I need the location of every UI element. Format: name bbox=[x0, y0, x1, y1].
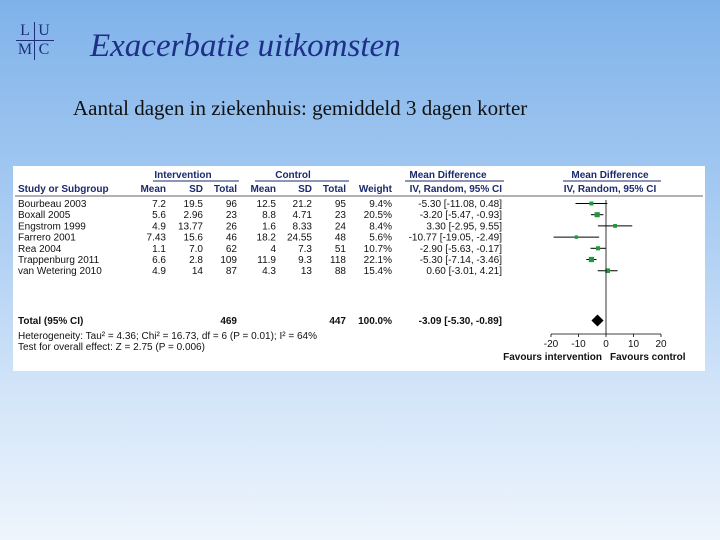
intervention-sd: 19.5 bbox=[183, 199, 203, 210]
slide-title: Exacerbatie uitkomsten bbox=[90, 28, 401, 64]
intervention-total: 62 bbox=[225, 243, 237, 255]
logo-letter: M bbox=[17, 41, 33, 58]
study-name: Trappenburg 2011 bbox=[18, 255, 100, 266]
header-control: Control bbox=[275, 170, 311, 181]
study-ci: -3.20 [-5.47, -0.93] bbox=[419, 210, 502, 222]
column-header: Mean bbox=[140, 184, 166, 195]
study-name: Engstrom 1999 bbox=[18, 221, 86, 233]
control-sd: 24.55 bbox=[286, 232, 312, 244]
control-total: 48 bbox=[334, 232, 346, 244]
study-name: Boxall 2005 bbox=[18, 210, 71, 222]
column-header: Total bbox=[213, 184, 237, 195]
forest-plot bbox=[13, 166, 705, 371]
study-marker bbox=[596, 246, 600, 250]
heterogeneity-text: Heterogeneity: Tau² = 4.36; Chi² = 16.73, df = 6 (P = 0.01); I² = 64% bbox=[18, 331, 317, 342]
study-name: Farrero 2001 bbox=[18, 232, 76, 244]
x-tick-label: 10 bbox=[627, 339, 640, 350]
control-mean: 4.3 bbox=[262, 266, 276, 278]
intervention-sd: 15.6 bbox=[183, 232, 203, 244]
intervention-sd: 13.77 bbox=[177, 221, 203, 233]
intervention-sd: 14 bbox=[191, 266, 203, 278]
study-weight: 9.4% bbox=[369, 199, 392, 210]
study-ci: 3.30 [-2.95, 9.55] bbox=[426, 221, 502, 233]
column-header: IV, Random, 95% CI bbox=[409, 184, 502, 195]
study-weight: 20.5% bbox=[363, 210, 392, 222]
column-header: SD bbox=[189, 184, 203, 195]
study-marker bbox=[589, 202, 593, 206]
intervention-mean: 7.2 bbox=[152, 199, 166, 210]
intervention-sd: 2.8 bbox=[189, 255, 203, 266]
study-name: Bourbeau 2003 bbox=[18, 199, 87, 210]
intervention-mean: 4.9 bbox=[152, 266, 166, 278]
favours-intervention-label: Favours intervention bbox=[503, 352, 602, 363]
control-sd: 7.3 bbox=[298, 243, 312, 255]
study-ci: -5.30 [-7.14, -3.46] bbox=[419, 255, 502, 266]
control-sd: 8.33 bbox=[292, 221, 312, 233]
study-weight: 15.4% bbox=[363, 266, 392, 278]
control-sd: 4.71 bbox=[292, 210, 312, 222]
study-weight: 8.4% bbox=[369, 221, 392, 233]
header-mean-difference-plot: Mean Difference bbox=[571, 170, 649, 181]
control-mean: 1.6 bbox=[262, 221, 276, 233]
study-weight: 5.6% bbox=[369, 232, 392, 244]
control-mean: 11.9 bbox=[257, 255, 276, 266]
lumc-logo bbox=[16, 22, 54, 60]
intervention-mean: 7.43 bbox=[146, 232, 166, 244]
study-ci: -2.90 [-5.63, -0.17] bbox=[419, 243, 502, 255]
control-mean: 4 bbox=[270, 243, 276, 255]
logo-divider bbox=[34, 22, 35, 60]
logo-divider bbox=[16, 40, 54, 41]
intervention-total: 87 bbox=[225, 266, 237, 278]
study-weight: 10.7% bbox=[363, 243, 392, 255]
intervention-total-sum: 469 bbox=[220, 316, 237, 327]
column-header: Mean bbox=[250, 184, 276, 195]
intervention-mean: 5.6 bbox=[152, 210, 166, 222]
study-marker bbox=[575, 235, 578, 238]
study-name: Rea 2004 bbox=[18, 243, 62, 255]
study-marker bbox=[595, 212, 600, 217]
header-mean-difference: Mean Difference bbox=[409, 170, 487, 181]
intervention-total: 109 bbox=[220, 255, 237, 266]
control-mean: 8.8 bbox=[262, 210, 276, 222]
control-total: 88 bbox=[334, 266, 346, 278]
intervention-mean: 4.9 bbox=[152, 221, 166, 233]
study-weight: 22.1% bbox=[363, 255, 392, 266]
intervention-total: 26 bbox=[225, 221, 237, 233]
control-sd: 9.3 bbox=[298, 255, 312, 266]
slide-subtitle: Aantal dagen in ziekenhuis: gemiddeld 3 dagen korter bbox=[73, 96, 528, 120]
study-marker bbox=[613, 224, 617, 228]
column-header: Study or Subgroup bbox=[18, 184, 109, 195]
intervention-total: 23 bbox=[225, 210, 237, 222]
forest-plot-svg bbox=[13, 166, 705, 371]
x-tick-label: -20 bbox=[543, 339, 559, 350]
pooled-diamond bbox=[591, 315, 603, 327]
total-label: Total (95% CI) bbox=[18, 316, 84, 327]
control-total: 95 bbox=[334, 199, 346, 210]
column-header: SD bbox=[298, 184, 312, 195]
x-tick-label: -10 bbox=[571, 339, 586, 350]
header-intervention: Intervention bbox=[154, 170, 212, 181]
intervention-total: 46 bbox=[225, 232, 237, 244]
control-sd: 13 bbox=[300, 266, 312, 278]
intervention-mean: 6.6 bbox=[152, 255, 166, 266]
study-ci: -10.77 [-19.05, -2.49] bbox=[408, 232, 502, 244]
control-total: 51 bbox=[334, 243, 346, 255]
study-ci: -5.30 [-11.08, 0.48] bbox=[418, 199, 502, 210]
intervention-mean: 1.1 bbox=[152, 243, 166, 255]
control-total-sum: 447 bbox=[329, 316, 346, 327]
control-mean: 18.2 bbox=[256, 232, 276, 244]
intervention-total: 96 bbox=[225, 199, 237, 210]
logo-letter: L bbox=[20, 22, 30, 39]
column-header: Weight bbox=[358, 184, 392, 195]
study-name: van Wetering 2010 bbox=[18, 266, 102, 278]
control-mean: 12.5 bbox=[256, 199, 276, 210]
total-ci: -3.09 [-5.30, -0.89] bbox=[418, 316, 502, 327]
logo-letter: C bbox=[38, 41, 50, 58]
control-sd: 21.2 bbox=[292, 199, 312, 210]
control-total: 118 bbox=[330, 255, 346, 266]
intervention-sd: 2.96 bbox=[183, 210, 203, 222]
total-weight: 100.0% bbox=[358, 316, 392, 327]
study-ci: 0.60 [-3.01, 4.21] bbox=[426, 266, 502, 278]
study-marker bbox=[589, 257, 594, 262]
logo-letter: U bbox=[38, 22, 50, 39]
column-header: Total bbox=[322, 184, 346, 195]
x-tick-label: 20 bbox=[655, 339, 667, 350]
intervention-sd: 7.0 bbox=[189, 243, 203, 255]
column-header: IV, Random, 95% CI bbox=[563, 184, 657, 195]
overall-effect-text: Test for overall effect: Z = 2.75 (P = 0.006) bbox=[18, 342, 205, 353]
x-tick-label: 0 bbox=[603, 339, 609, 350]
control-total: 23 bbox=[334, 210, 346, 222]
control-total: 24 bbox=[334, 221, 346, 233]
favours-control-label: Favours control bbox=[610, 352, 686, 363]
